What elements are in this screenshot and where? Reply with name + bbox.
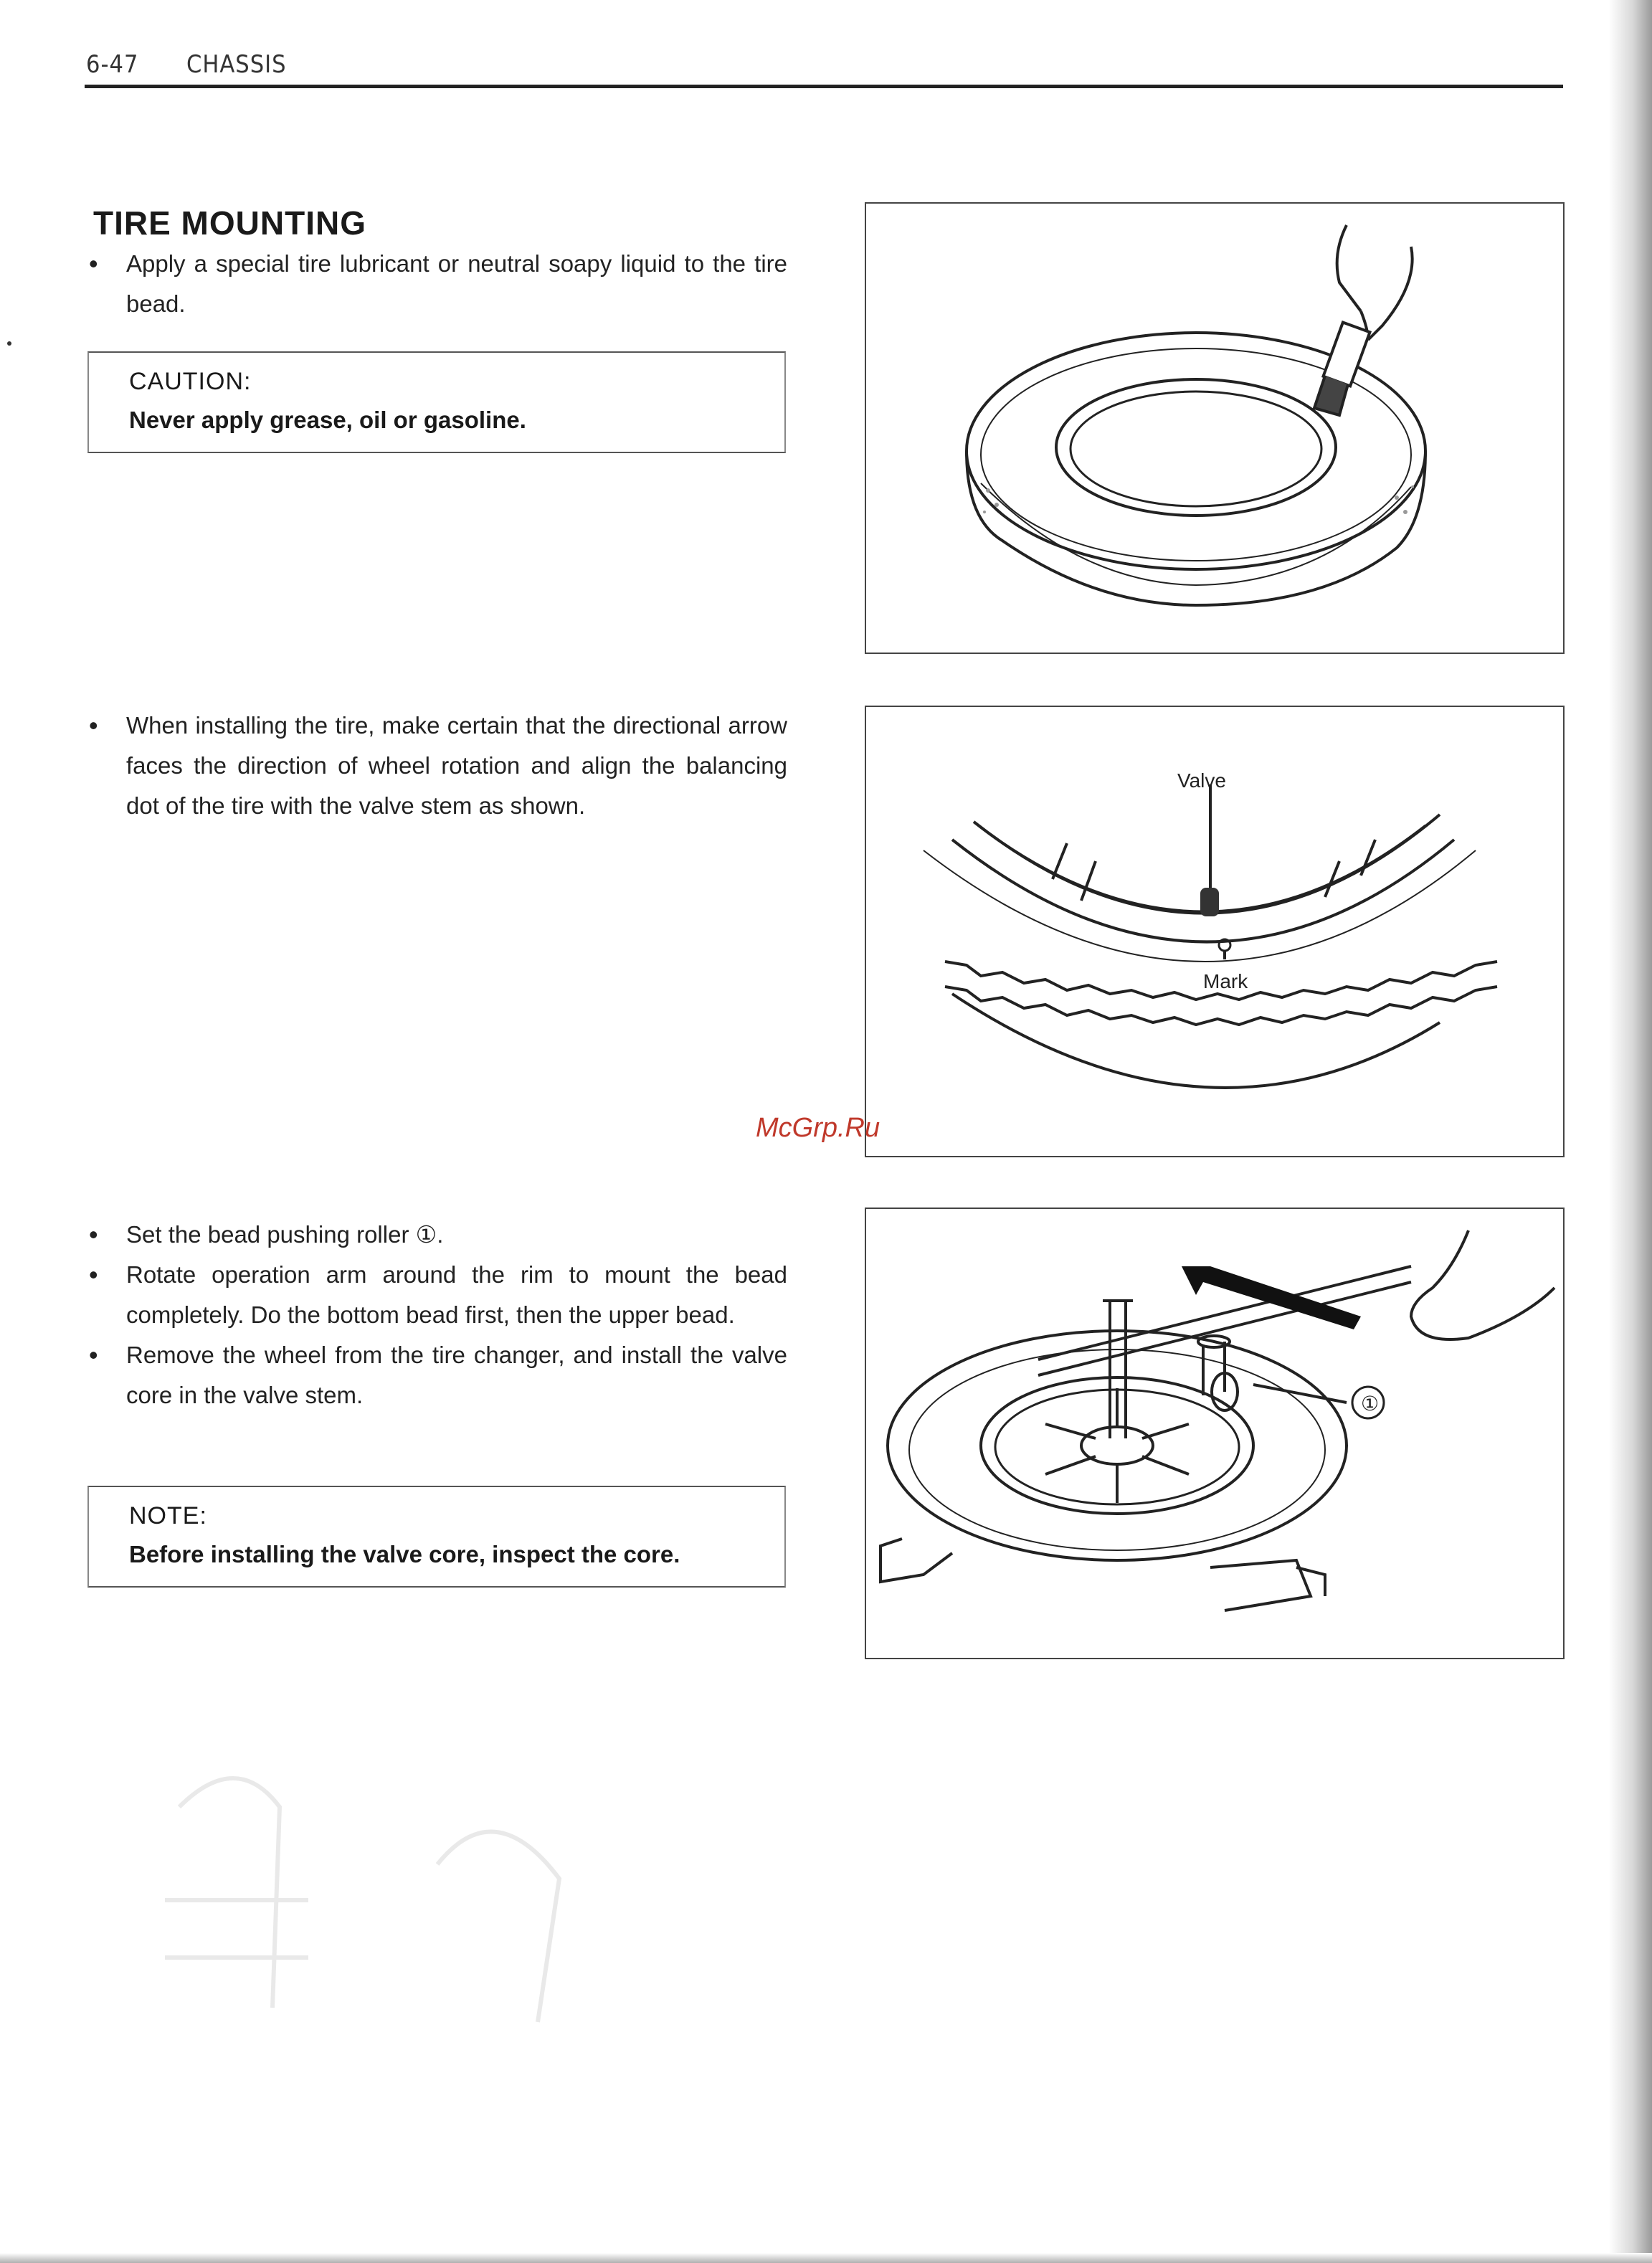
rim-tire-alignment-illustration <box>866 707 1563 1156</box>
tire-brush-illustration <box>866 204 1563 653</box>
step-list-direction <box>85 706 787 826</box>
scan-speck <box>7 341 11 346</box>
page-number: 6-47 <box>86 50 139 79</box>
figure-tire-changer <box>865 1208 1565 1659</box>
page-edge-shadow <box>1609 0 1652 2263</box>
step-item: • Apply a special tire lubricant or neutral soapy liquid to the tire bead. <box>85 244 787 324</box>
step-item: • When installing the tire, make certain that the directional arrow faces the direction of wheel rotation and align the balancing dot of the tire with the valve stem as shown. <box>85 706 787 826</box>
step-item: • Set the bead pushing roller ①. <box>85 1215 787 1255</box>
step-item: • Rotate operation arm around the rim to mount the bead completely. Do the bottom bead first, then the upper bead. <box>85 1255 787 1335</box>
note-box <box>87 1486 786 1588</box>
section-name: CHASSIS <box>186 50 287 79</box>
roller-callout-number: ① <box>1361 1393 1380 1415</box>
section-title: TIRE MOUNTING <box>93 204 366 242</box>
figure-valve-mark-alignment <box>865 706 1565 1157</box>
note-text: Before installing the valve core, inspect the core. <box>129 1541 680 1567</box>
caution-title: CAUTION: <box>129 368 252 395</box>
step-item: • Remove the wheel from the tire changer, and install the valve core in the valve stem. <box>85 1335 787 1415</box>
bleed-through-shadow <box>93 1721 724 2122</box>
figure-lubricating-bead <box>865 202 1565 654</box>
page-header <box>85 47 1563 88</box>
valve-label: Valve <box>1177 769 1226 792</box>
tire-changer-illustration <box>866 1209 1563 1658</box>
caution-box <box>87 351 786 453</box>
watermark: McGrp.Ru <box>756 1113 880 1143</box>
mark-label: Mark <box>1203 970 1248 992</box>
page-bottom-shadow <box>0 2253 1652 2263</box>
step-list-mounting <box>85 1215 787 1415</box>
note-title: NOTE: <box>129 1502 207 1529</box>
step-list-lubricant <box>85 244 787 324</box>
caution-text: Never apply grease, oil or gasoline. <box>129 407 526 433</box>
